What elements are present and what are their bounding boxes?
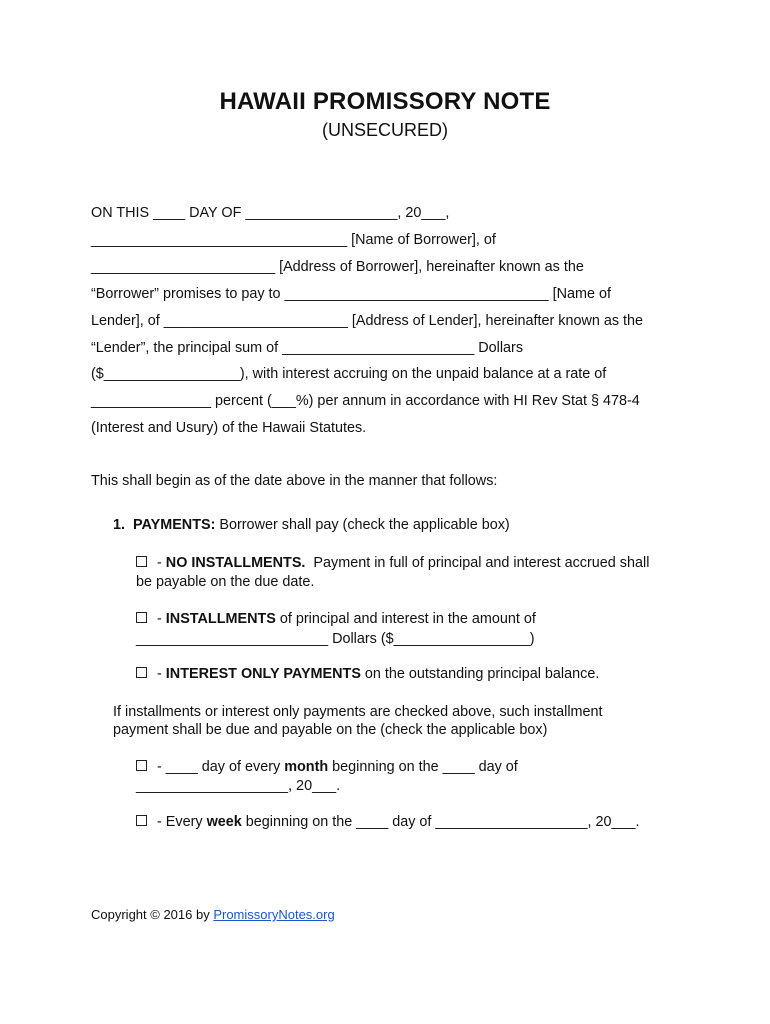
payments-heading bbox=[113, 518, 510, 532]
intro-line-9: (Interest and Usury) of the Hawaii Statutes. bbox=[91, 420, 367, 436]
interest-only-checkbox[interactable] bbox=[136, 667, 147, 678]
installments-text: of principal and interest in the amount of bbox=[275, 611, 536, 627]
intro-line-5: Lender], of _______________________ [Address of Lender], hereinafter known as the bbox=[91, 313, 644, 329]
interest-only-label: INTEREST ONLY PAYMENTS bbox=[165, 666, 361, 682]
option-monthly bbox=[136, 760, 518, 774]
monthly-line-2: ___________________, 20___. bbox=[136, 778, 341, 794]
weekly-post: beginning on the ____ day of ___________________, 20___. bbox=[241, 814, 640, 830]
intro-line-6: “Lender”, the principal sum of ________________________ Dollars bbox=[91, 340, 524, 356]
no-installments-line-2: be payable on the due date. bbox=[136, 574, 315, 590]
schedule-line-2: payment shall be due and payable on the (check the applicable box) bbox=[113, 722, 548, 738]
begin-text: This shall begin as of the date above in the manner that follows: bbox=[91, 473, 498, 489]
option-weekly bbox=[136, 815, 640, 829]
copyright-text: Copyright © 2016 by bbox=[91, 907, 214, 922]
document-subtitle: (UNSECURED) bbox=[322, 120, 448, 140]
monthly-bold: month bbox=[284, 759, 329, 775]
document-title: HAWAII PROMISSORY NOTE bbox=[219, 88, 551, 115]
option-no-installments bbox=[136, 556, 649, 570]
schedule-line-1: If installments or interest only payments are checked above, such installment bbox=[113, 704, 603, 720]
no-installments-label: NO INSTALLMENTS. bbox=[165, 555, 306, 571]
intro-line-1: ON THIS ____ DAY OF ___________________, 20___, bbox=[91, 205, 450, 221]
copyright-footer bbox=[91, 908, 335, 921]
option-dash: - bbox=[153, 666, 166, 682]
installments-line-2: ________________________ Dollars ($_________________) bbox=[136, 631, 535, 647]
intro-line-8: _______________ percent (___%) per annum in accordance with HI Rev Stat § 478-4 bbox=[91, 393, 640, 409]
option-interest-only bbox=[136, 667, 599, 681]
monthly-checkbox[interactable] bbox=[136, 760, 147, 771]
installments-label: INSTALLMENTS bbox=[165, 611, 276, 627]
weekly-bold: week bbox=[206, 814, 242, 830]
weekly-pre: - Every bbox=[153, 814, 207, 830]
option-dash: - bbox=[153, 555, 166, 571]
payments-label: PAYMENTS: bbox=[133, 517, 216, 533]
intro-line-3: _______________________ [Address of Borrower], hereinafter known as the bbox=[91, 259, 584, 275]
monthly-pre: - ____ day of every bbox=[153, 759, 285, 775]
installments-checkbox[interactable] bbox=[136, 612, 147, 623]
monthly-post: beginning on the ____ day of bbox=[328, 759, 518, 775]
payments-text: Borrower shall pay (check the applicable box) bbox=[215, 517, 510, 533]
weekly-checkbox[interactable] bbox=[136, 815, 147, 826]
intro-line-2: ________________________________ [Name of Borrower], of bbox=[91, 232, 496, 248]
no-installments-text: Payment in full of principal and interest accrued shall bbox=[305, 555, 650, 571]
intro-line-4: “Borrower” promises to pay to _________________________________ [Name of bbox=[91, 286, 612, 302]
payments-number: 1. bbox=[113, 517, 126, 533]
interest-only-text: on the outstanding principal balance. bbox=[360, 666, 600, 682]
intro-line-7: ($_________________), with interest accruing on the unpaid balance at a rate of bbox=[91, 366, 607, 382]
option-dash: - bbox=[153, 611, 166, 627]
option-installments bbox=[136, 612, 536, 626]
promissorynotes-link[interactable]: PromissoryNotes.org bbox=[213, 907, 335, 922]
no-installments-checkbox[interactable] bbox=[136, 556, 147, 567]
